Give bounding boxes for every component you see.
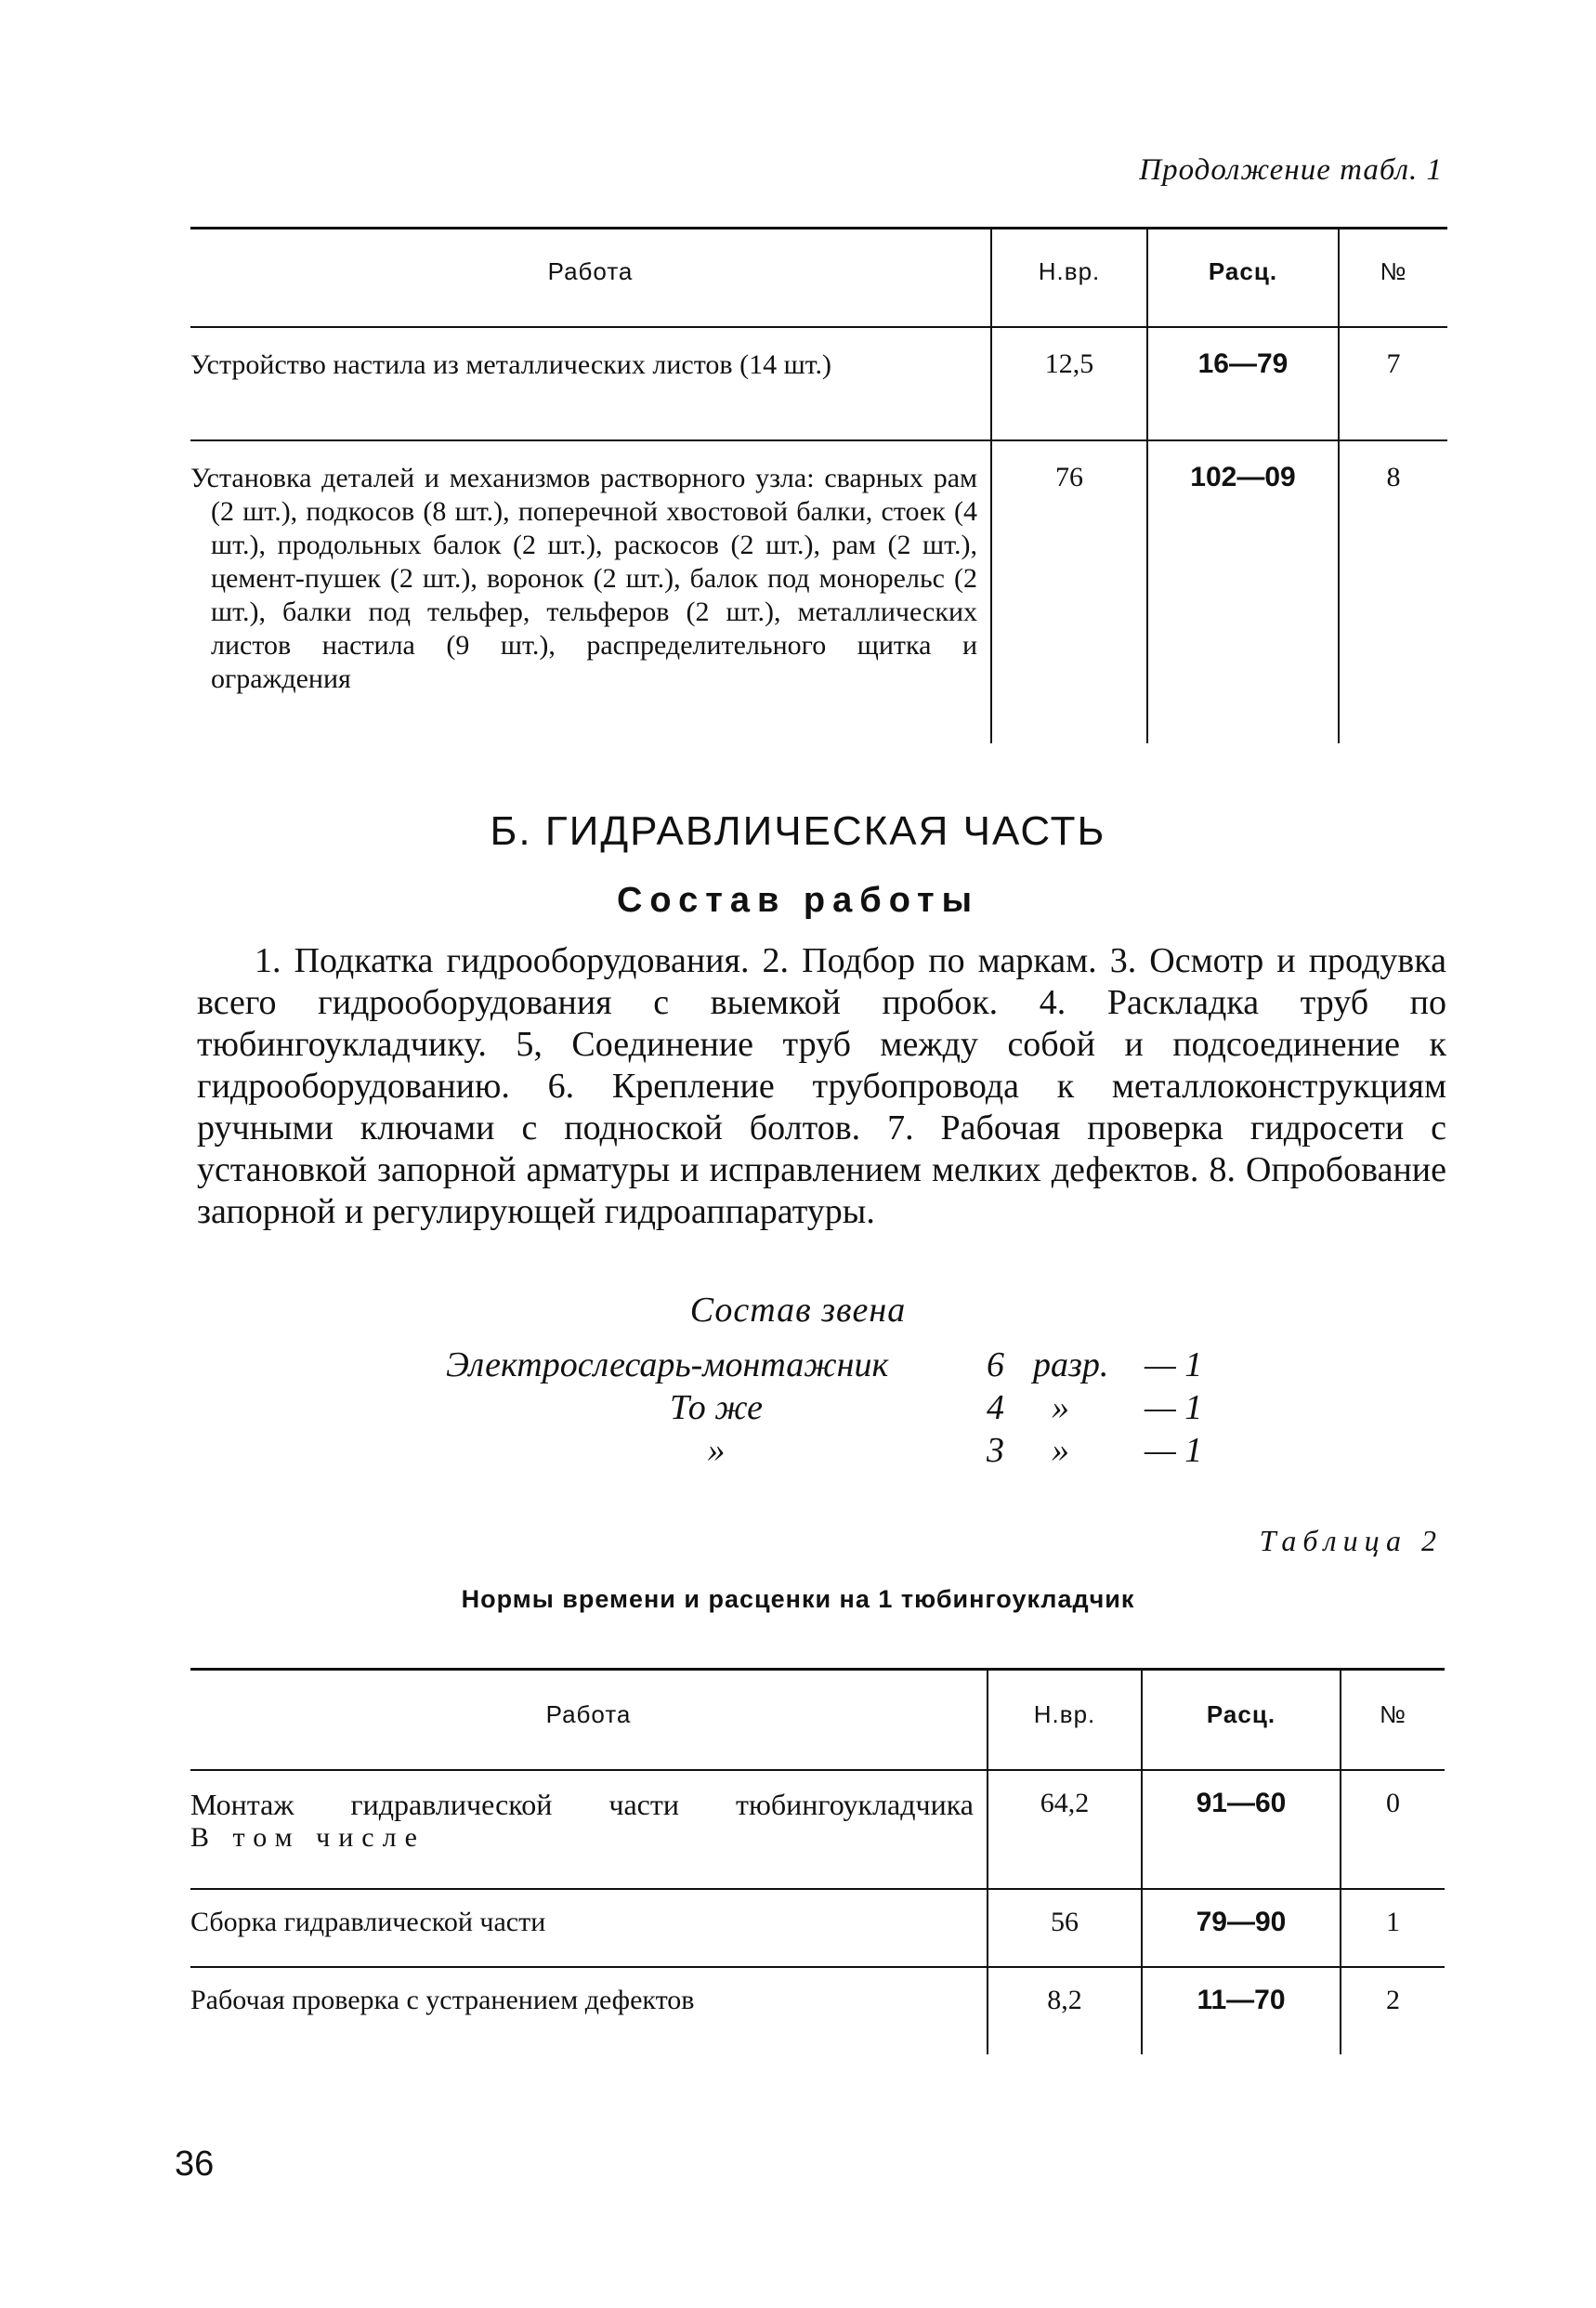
work-composition-text: 1. Подкатка гидрооборудования. 2. Подбор по маркам. 3. Осмотр и продувка всего гидрооборудования с выемкой пробок. 4. Раскладка труб по тюбингоукладчику. 5, Соединение труб между собой и подсоединение к гидрооборудованию. 6. Крепление трубопровода к металлоконструкциям ручными ключами с подноской болтов. 7. Рабочая проверка гидросети с установкой запорной арматуры и исправлением мелких дефектов. 8. Опробование запорной и регулирующей гидроаппаратуры. [197, 941, 1446, 1231]
cell-work: Сборка гидравлической части [190, 1889, 988, 1967]
cell-work: Монтаж гидравлической части тюбингоукладчика [190, 1787, 974, 1821]
table-row [190, 1770, 1445, 1889]
table-header-row [190, 1670, 1445, 1770]
table-row [190, 327, 1447, 440]
header-rate: Расц. [1147, 229, 1339, 327]
table-row [190, 1967, 1445, 2054]
table-2-label: Таблица 2 [1259, 1524, 1443, 1557]
cell-work: Рабочая проверка с устранением дефектов [190, 1984, 695, 2015]
cell-time-norm: 64,2 [988, 1770, 1142, 1889]
crew-unit: » [1052, 1388, 1069, 1427]
header-work: Работа [190, 229, 991, 327]
cell-rate: 91—60 [1142, 1770, 1341, 1889]
cell-number: 8 [1339, 440, 1447, 743]
norms-table-2 [190, 1668, 1445, 2054]
crew-count: — 1 [1145, 1431, 1203, 1470]
cell-work: Установка деталей и механизмов растворного узла: сварных рам (2 шт.), подкосов (8 шт.), поперечной хвостовой балки, стоек (4 шт.), продольных балок (2 шт.), раскосов (2 шт.), рам (2 шт.), цемент-пушек (2 шт.), воронок (2 шт.), балок под монорельс (2 шт.), балки под тельфер, тельферов (2 шт.), металлических листов настила (9 шт.), распределительного щитка и ограждения [190, 462, 977, 694]
page-number: 36 [175, 2144, 215, 2183]
crew-row [446, 1429, 1228, 1472]
table-2-title: Нормы времени и расценки на 1 тюбингоукладчик [461, 1585, 1135, 1613]
table-row [190, 440, 1447, 743]
header-number: № [1339, 229, 1447, 327]
crew-row [446, 1386, 1228, 1429]
header-rate: Расц. [1142, 1670, 1341, 1770]
cell-rate: 11—70 [1142, 1967, 1341, 2054]
cell-rate: 79—90 [1142, 1889, 1341, 1967]
continuation-label: Продолжение табл. 1 [1139, 153, 1443, 187]
cell-rate: 16—79 [1147, 327, 1339, 440]
table-header-row [190, 229, 1447, 327]
header-time-norm: Н.вр. [988, 1670, 1142, 1770]
crew-row [446, 1344, 1228, 1386]
crew-list [446, 1344, 1228, 1472]
cell-number: 2 [1341, 1967, 1445, 2054]
header-number: № [1341, 1670, 1445, 1770]
norms-table-1 [190, 227, 1447, 743]
crew-count: — 1 [1145, 1388, 1203, 1427]
crew-profession: То же [670, 1388, 763, 1427]
crew-grade: 4 [987, 1388, 1004, 1427]
cell-work-subtitle: В том числе [190, 1821, 425, 1853]
crew-profession: » [707, 1431, 726, 1470]
cell-time-norm: 8,2 [988, 1967, 1142, 2054]
cell-time-norm: 76 [991, 440, 1147, 743]
crew-count: — 1 [1145, 1345, 1203, 1384]
crew-grade: 6 [987, 1345, 1004, 1384]
work-composition-title: Состав работы [616, 881, 980, 920]
header-work: Работа [190, 1670, 988, 1770]
crew-grade: 3 [987, 1431, 1004, 1470]
header-time-norm: Н.вр. [991, 229, 1147, 327]
crew-profession: Электрослесарь-монтажник [446, 1345, 889, 1384]
crew-unit: » [1052, 1431, 1069, 1470]
crew-title: Состав звена [689, 1291, 907, 1330]
cell-rate: 102—09 [1147, 440, 1339, 743]
cell-time-norm: 12,5 [991, 327, 1147, 440]
section-title: Б. ГИДРАВЛИЧЕСКАЯ ЧАСТЬ [490, 808, 1106, 854]
cell-number: 1 [1341, 1889, 1445, 1967]
table-row [190, 1889, 1445, 1967]
cell-number: 0 [1341, 1770, 1445, 1889]
cell-time-norm: 56 [988, 1889, 1142, 1967]
cell-number: 7 [1339, 327, 1447, 440]
crew-unit: разр. [1033, 1345, 1109, 1384]
cell-work: Устройство настила из металлических листов (14 шт.) [190, 348, 832, 380]
